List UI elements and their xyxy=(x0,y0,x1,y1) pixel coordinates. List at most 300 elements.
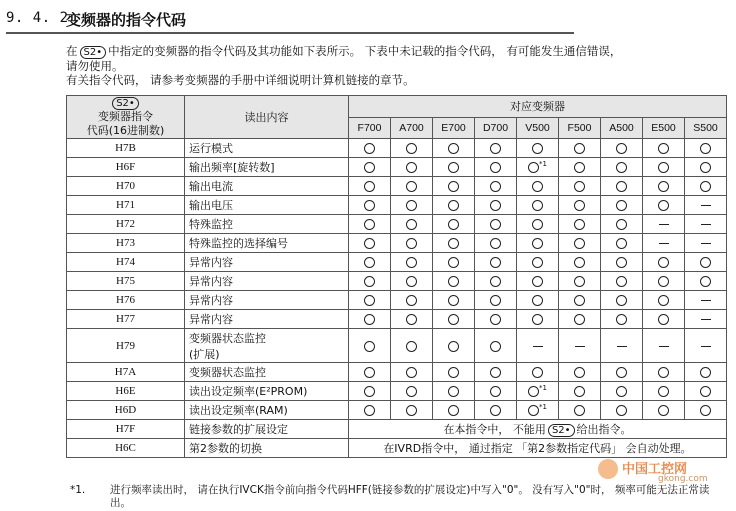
support-cell-d700 xyxy=(475,177,517,196)
supported-circle-icon xyxy=(528,386,539,397)
support-cell-f700 xyxy=(349,291,391,310)
support-cell-f500 xyxy=(559,177,601,196)
supported-circle-icon xyxy=(406,405,417,416)
support-cell-a700 xyxy=(391,234,433,253)
intro-line-1 xyxy=(66,44,726,59)
support-cell-a700 xyxy=(391,363,433,382)
support-cell-d700 xyxy=(475,253,517,272)
supported-circle-icon xyxy=(658,200,669,211)
supported-circle-icon xyxy=(448,314,459,325)
support-cell-e700 xyxy=(433,177,475,196)
support-cell-s500 xyxy=(685,363,727,382)
read-content-cell: 链接参数的扩展设定 xyxy=(185,420,349,439)
unsupported-dash-icon xyxy=(533,346,543,347)
support-cell-d700 xyxy=(475,234,517,253)
supported-circle-icon xyxy=(574,238,585,249)
support-cell-e500 xyxy=(643,158,685,177)
supported-circle-icon xyxy=(448,143,459,154)
command-code-cell: H7F xyxy=(67,420,185,439)
header-read-content: 读出内容 xyxy=(185,96,349,139)
support-cell-d700 xyxy=(475,158,517,177)
support-cell-f500 xyxy=(559,234,601,253)
support-cell-s500 xyxy=(685,310,727,329)
support-cell-a700 xyxy=(391,310,433,329)
read-content-cell: 输出电压 xyxy=(185,196,349,215)
support-cell-a700 xyxy=(391,158,433,177)
supported-circle-icon xyxy=(448,276,459,287)
supported-circle-icon xyxy=(406,238,417,249)
support-cell-e700 xyxy=(433,139,475,158)
supported-circle-icon xyxy=(574,367,585,378)
supported-circle-icon xyxy=(448,367,459,378)
supported-circle-icon xyxy=(406,200,417,211)
support-cell-v500 xyxy=(517,177,559,196)
unsupported-dash-icon xyxy=(659,224,669,225)
supported-circle-icon xyxy=(490,219,501,230)
supported-circle-icon xyxy=(616,386,627,397)
command-code-cell: H7A xyxy=(67,363,185,382)
support-cell-a500 xyxy=(601,363,643,382)
support-cell-a700 xyxy=(391,215,433,234)
header-command-code-line1: 变频器指令 xyxy=(98,110,153,123)
support-cell-s500 xyxy=(685,234,727,253)
read-content-cell: 运行模式 xyxy=(185,139,349,158)
supported-circle-icon xyxy=(700,405,711,416)
support-cell-a500 xyxy=(601,310,643,329)
support-cell-d700 xyxy=(475,401,517,420)
supported-circle-icon xyxy=(364,238,375,249)
supported-circle-icon xyxy=(406,367,417,378)
support-cell-e700 xyxy=(433,363,475,382)
supported-circle-icon xyxy=(364,341,375,352)
supported-circle-icon xyxy=(528,162,539,173)
table-row xyxy=(67,401,727,420)
support-cell-v500 xyxy=(517,272,559,291)
support-cell-d700 xyxy=(475,272,517,291)
support-cell-a500 xyxy=(601,382,643,401)
supported-circle-icon xyxy=(490,238,501,249)
unsupported-dash-icon xyxy=(575,346,585,347)
table-row xyxy=(67,196,727,215)
table-row xyxy=(67,420,727,439)
command-code-cell: H79 xyxy=(67,329,185,363)
intro-text xyxy=(66,44,726,87)
support-cell-d700 xyxy=(475,382,517,401)
support-cell-e700 xyxy=(433,215,475,234)
model-header-d700: D700 xyxy=(475,117,517,139)
supported-circle-icon xyxy=(406,257,417,268)
supported-circle-icon xyxy=(700,257,711,268)
command-code-cell: H6F xyxy=(67,158,185,177)
supported-circle-icon xyxy=(658,257,669,268)
support-cell-d700 xyxy=(475,196,517,215)
supported-circle-icon xyxy=(616,367,627,378)
support-cell-v500 xyxy=(517,158,559,177)
supported-circle-icon xyxy=(448,295,459,306)
model-header-v500: V500 xyxy=(517,117,559,139)
supported-circle-icon xyxy=(406,181,417,192)
footnote-ref: *1 xyxy=(539,403,547,412)
read-content-cell: 特殊监控的选择编号 xyxy=(185,234,349,253)
table-row xyxy=(67,215,727,234)
supported-circle-icon xyxy=(616,162,627,173)
support-cell-a500 xyxy=(601,177,643,196)
command-code-cell: H6D xyxy=(67,401,185,420)
support-cell-s500 xyxy=(685,177,727,196)
table-row xyxy=(67,139,727,158)
merged-note-cell: 在IVRD指令中， 通过指定 「第2参数指定代码」 会自动处理。 xyxy=(349,439,727,458)
supported-circle-icon xyxy=(574,200,585,211)
supported-circle-icon xyxy=(364,200,375,211)
supported-circle-icon xyxy=(490,341,501,352)
supported-circle-icon xyxy=(658,295,669,306)
support-cell-f700 xyxy=(349,139,391,158)
support-cell-d700 xyxy=(475,329,517,363)
supported-circle-icon xyxy=(406,386,417,397)
support-cell-e700 xyxy=(433,382,475,401)
supported-circle-icon xyxy=(406,219,417,230)
note-post: 给出指令。 xyxy=(576,423,632,436)
support-cell-f500 xyxy=(559,158,601,177)
support-cell-a500 xyxy=(601,329,643,363)
support-cell-f700 xyxy=(349,382,391,401)
support-cell-a500 xyxy=(601,272,643,291)
section-heading xyxy=(6,8,606,34)
read-content-cell: 异常内容 xyxy=(185,253,349,272)
support-cell-v500 xyxy=(517,291,559,310)
supported-circle-icon xyxy=(448,341,459,352)
command-code-cell: H72 xyxy=(67,215,185,234)
command-code-cell: H6E xyxy=(67,382,185,401)
supported-circle-icon xyxy=(532,295,543,306)
model-header-e500: E500 xyxy=(643,117,685,139)
support-cell-a500 xyxy=(601,291,643,310)
support-cell-e500 xyxy=(643,215,685,234)
supported-circle-icon xyxy=(574,219,585,230)
support-cell-a700 xyxy=(391,139,433,158)
support-cell-v500 xyxy=(517,139,559,158)
support-cell-f500 xyxy=(559,401,601,420)
supported-circle-icon xyxy=(658,386,669,397)
unsupported-dash-icon xyxy=(659,243,669,244)
table-row xyxy=(67,234,727,253)
supported-circle-icon xyxy=(574,405,585,416)
read-content-line1: 变频器状态监控 xyxy=(189,331,266,345)
support-cell-f700 xyxy=(349,401,391,420)
supported-circle-icon xyxy=(700,143,711,154)
command-code-cell: H71 xyxy=(67,196,185,215)
table-body xyxy=(67,139,727,458)
support-cell-e500 xyxy=(643,196,685,215)
supported-circle-icon xyxy=(490,181,501,192)
support-cell-v500 xyxy=(517,363,559,382)
support-cell-e700 xyxy=(433,401,475,420)
command-code-cell: H6C xyxy=(67,439,185,458)
model-header-e700: E700 xyxy=(433,117,475,139)
supported-circle-icon xyxy=(448,405,459,416)
support-cell-a500 xyxy=(601,401,643,420)
read-content-line2: (扩展) xyxy=(189,347,220,361)
supported-circle-icon xyxy=(364,143,375,154)
header-command-code xyxy=(67,96,185,139)
supported-circle-icon xyxy=(364,386,375,397)
model-header-s500: S500 xyxy=(685,117,727,139)
table-row xyxy=(67,177,727,196)
unsupported-dash-icon xyxy=(701,346,711,347)
supported-circle-icon xyxy=(406,162,417,173)
intro-line-1-pre: 在 xyxy=(66,44,78,58)
supported-circle-icon xyxy=(490,276,501,287)
support-cell-f500 xyxy=(559,382,601,401)
supported-circle-icon xyxy=(616,143,627,154)
support-cell-e500 xyxy=(643,234,685,253)
support-cell-e700 xyxy=(433,329,475,363)
support-cell-a500 xyxy=(601,215,643,234)
support-cell-s500 xyxy=(685,329,727,363)
support-cell-e700 xyxy=(433,158,475,177)
support-cell-v500 xyxy=(517,329,559,363)
unsupported-dash-icon xyxy=(617,346,627,347)
watermark-url: gkong.com xyxy=(658,474,708,484)
supported-circle-icon xyxy=(658,162,669,173)
supported-circle-icon xyxy=(616,276,627,287)
support-cell-a500 xyxy=(601,234,643,253)
supported-circle-icon xyxy=(616,181,627,192)
supported-circle-icon xyxy=(574,314,585,325)
support-cell-e700 xyxy=(433,196,475,215)
support-cell-e500 xyxy=(643,310,685,329)
support-cell-e500 xyxy=(643,382,685,401)
supported-circle-icon xyxy=(616,257,627,268)
gear-logo-icon xyxy=(598,459,618,479)
supported-circle-icon xyxy=(532,276,543,287)
s2-operand-badge: S2• xyxy=(80,46,107,59)
support-cell-f700 xyxy=(349,215,391,234)
support-cell-v500 xyxy=(517,382,559,401)
support-cell-s500 xyxy=(685,196,727,215)
support-cell-f500 xyxy=(559,196,601,215)
unsupported-dash-icon xyxy=(659,346,669,347)
supported-circle-icon xyxy=(574,257,585,268)
support-cell-e700 xyxy=(433,291,475,310)
support-cell-s500 xyxy=(685,253,727,272)
supported-circle-icon xyxy=(406,314,417,325)
model-header-a500: A500 xyxy=(601,117,643,139)
support-cell-f500 xyxy=(559,363,601,382)
command-code-cell: H73 xyxy=(67,234,185,253)
support-cell-e500 xyxy=(643,291,685,310)
support-cell-a500 xyxy=(601,139,643,158)
supported-circle-icon xyxy=(364,314,375,325)
read-content-cell: 第2参数的切换 xyxy=(185,439,349,458)
s2-operand-badge: S2• xyxy=(548,424,575,437)
command-code-table xyxy=(66,95,727,458)
support-cell-f500 xyxy=(559,310,601,329)
model-header-f700: F700 xyxy=(349,117,391,139)
supported-circle-icon xyxy=(658,143,669,154)
command-code-cell: H75 xyxy=(67,272,185,291)
note-pre: 在本指令中， 不能用 xyxy=(443,423,546,436)
command-code-cell: H7B xyxy=(67,139,185,158)
support-cell-v500 xyxy=(517,401,559,420)
support-cell-f700 xyxy=(349,310,391,329)
supported-circle-icon xyxy=(448,219,459,230)
supported-circle-icon xyxy=(364,162,375,173)
supported-circle-icon xyxy=(364,367,375,378)
support-cell-e700 xyxy=(433,310,475,329)
supported-circle-icon xyxy=(616,295,627,306)
support-cell-f500 xyxy=(559,291,601,310)
section-number: 9. 4. 2 xyxy=(6,10,69,26)
supported-circle-icon xyxy=(406,143,417,154)
supported-circle-icon xyxy=(364,295,375,306)
read-content-cell: 变频器状态监控 xyxy=(185,363,349,382)
support-cell-v500 xyxy=(517,215,559,234)
support-cell-d700 xyxy=(475,139,517,158)
support-cell-e500 xyxy=(643,272,685,291)
supported-circle-icon xyxy=(574,162,585,173)
support-cell-f500 xyxy=(559,253,601,272)
support-cell-a700 xyxy=(391,329,433,363)
supported-circle-icon xyxy=(532,238,543,249)
table-row xyxy=(67,253,727,272)
support-cell-a500 xyxy=(601,196,643,215)
supported-circle-icon xyxy=(532,200,543,211)
support-cell-f500 xyxy=(559,139,601,158)
support-cell-s500 xyxy=(685,158,727,177)
supported-circle-icon xyxy=(574,295,585,306)
footnote-ref: *1 xyxy=(539,384,547,393)
support-cell-f700 xyxy=(349,363,391,382)
support-cell-d700 xyxy=(475,291,517,310)
supported-circle-icon xyxy=(532,219,543,230)
command-code-cell: H74 xyxy=(67,253,185,272)
supported-circle-icon xyxy=(406,295,417,306)
supported-circle-icon xyxy=(490,257,501,268)
table-row xyxy=(67,272,727,291)
support-cell-e500 xyxy=(643,139,685,158)
merged-note-cell xyxy=(349,420,727,439)
supported-circle-icon xyxy=(616,405,627,416)
header-inverter-group: 对应变频器 xyxy=(349,96,727,118)
support-cell-f500 xyxy=(559,215,601,234)
supported-circle-icon xyxy=(490,386,501,397)
support-cell-e700 xyxy=(433,234,475,253)
supported-circle-icon xyxy=(490,367,501,378)
read-content-cell: 读出设定频率(RAM) xyxy=(185,401,349,420)
watermark-text: 中国工控网 xyxy=(622,462,688,477)
support-cell-v500 xyxy=(517,310,559,329)
support-cell-f700 xyxy=(349,253,391,272)
support-cell-f700 xyxy=(349,329,391,363)
support-cell-s500 xyxy=(685,382,727,401)
read-content-cell xyxy=(185,329,349,363)
section-title: 变频器的指令代码 xyxy=(66,11,187,29)
command-code-cell: H76 xyxy=(67,291,185,310)
footnote-mark: *1. xyxy=(70,484,86,496)
supported-circle-icon xyxy=(490,295,501,306)
support-cell-f700 xyxy=(349,272,391,291)
support-cell-v500 xyxy=(517,234,559,253)
supported-circle-icon xyxy=(406,341,417,352)
support-cell-f700 xyxy=(349,158,391,177)
supported-circle-icon xyxy=(448,238,459,249)
support-cell-e500 xyxy=(643,329,685,363)
model-header-a700: A700 xyxy=(391,117,433,139)
supported-circle-icon xyxy=(574,386,585,397)
support-cell-f500 xyxy=(559,272,601,291)
support-cell-e500 xyxy=(643,401,685,420)
support-cell-a500 xyxy=(601,158,643,177)
supported-circle-icon xyxy=(700,162,711,173)
supported-circle-icon xyxy=(658,367,669,378)
table-row xyxy=(67,363,727,382)
support-cell-e700 xyxy=(433,253,475,272)
support-cell-f700 xyxy=(349,196,391,215)
support-cell-a700 xyxy=(391,382,433,401)
support-cell-d700 xyxy=(475,310,517,329)
command-code-cell: H77 xyxy=(67,310,185,329)
support-cell-v500 xyxy=(517,253,559,272)
support-cell-a700 xyxy=(391,196,433,215)
unsupported-dash-icon xyxy=(701,300,711,301)
support-cell-a700 xyxy=(391,177,433,196)
supported-circle-icon xyxy=(574,143,585,154)
supported-circle-icon xyxy=(528,405,539,416)
support-cell-f700 xyxy=(349,177,391,196)
read-content-cell: 异常内容 xyxy=(185,310,349,329)
supported-circle-icon xyxy=(490,162,501,173)
intro-line-3: 有关指令代码， 请参考变频器的手册中详细说明计算机链接的章节。 xyxy=(66,73,415,87)
support-cell-s500 xyxy=(685,401,727,420)
footnote-text: 进行频率读出时， 请在执行IVCK指令前向指令代码HFF(链接参数的扩展设定)中写入"0"。 没有写入"0"时， 频率可能无法正常读出。 xyxy=(110,484,710,509)
support-cell-e500 xyxy=(643,363,685,382)
support-cell-d700 xyxy=(475,215,517,234)
supported-circle-icon xyxy=(532,257,543,268)
supported-circle-icon xyxy=(532,143,543,154)
table-row xyxy=(67,329,727,363)
model-header-f500: F500 xyxy=(559,117,601,139)
supported-circle-icon xyxy=(364,257,375,268)
header-s2-badge: S2• xyxy=(112,97,139,110)
footnote-ref: *1 xyxy=(539,160,547,169)
unsupported-dash-icon xyxy=(701,224,711,225)
supported-circle-icon xyxy=(700,367,711,378)
read-content-cell: 输出电流 xyxy=(185,177,349,196)
unsupported-dash-icon xyxy=(701,205,711,206)
watermark xyxy=(598,455,728,485)
table-row xyxy=(67,382,727,401)
supported-circle-icon xyxy=(574,181,585,192)
table-row xyxy=(67,158,727,177)
support-cell-f700 xyxy=(349,234,391,253)
supported-circle-icon xyxy=(364,181,375,192)
supported-circle-icon xyxy=(532,181,543,192)
supported-circle-icon xyxy=(364,219,375,230)
read-content-cell: 异常内容 xyxy=(185,272,349,291)
read-content-cell: 读出设定频率(E²PROM) xyxy=(185,382,349,401)
supported-circle-icon xyxy=(616,238,627,249)
supported-circle-icon xyxy=(448,200,459,211)
supported-circle-icon xyxy=(658,314,669,325)
unsupported-dash-icon xyxy=(701,243,711,244)
supported-circle-icon xyxy=(700,386,711,397)
supported-circle-icon xyxy=(448,257,459,268)
table-row xyxy=(67,310,727,329)
supported-circle-icon xyxy=(700,276,711,287)
supported-circle-icon xyxy=(364,276,375,287)
read-content-cell: 异常内容 xyxy=(185,291,349,310)
